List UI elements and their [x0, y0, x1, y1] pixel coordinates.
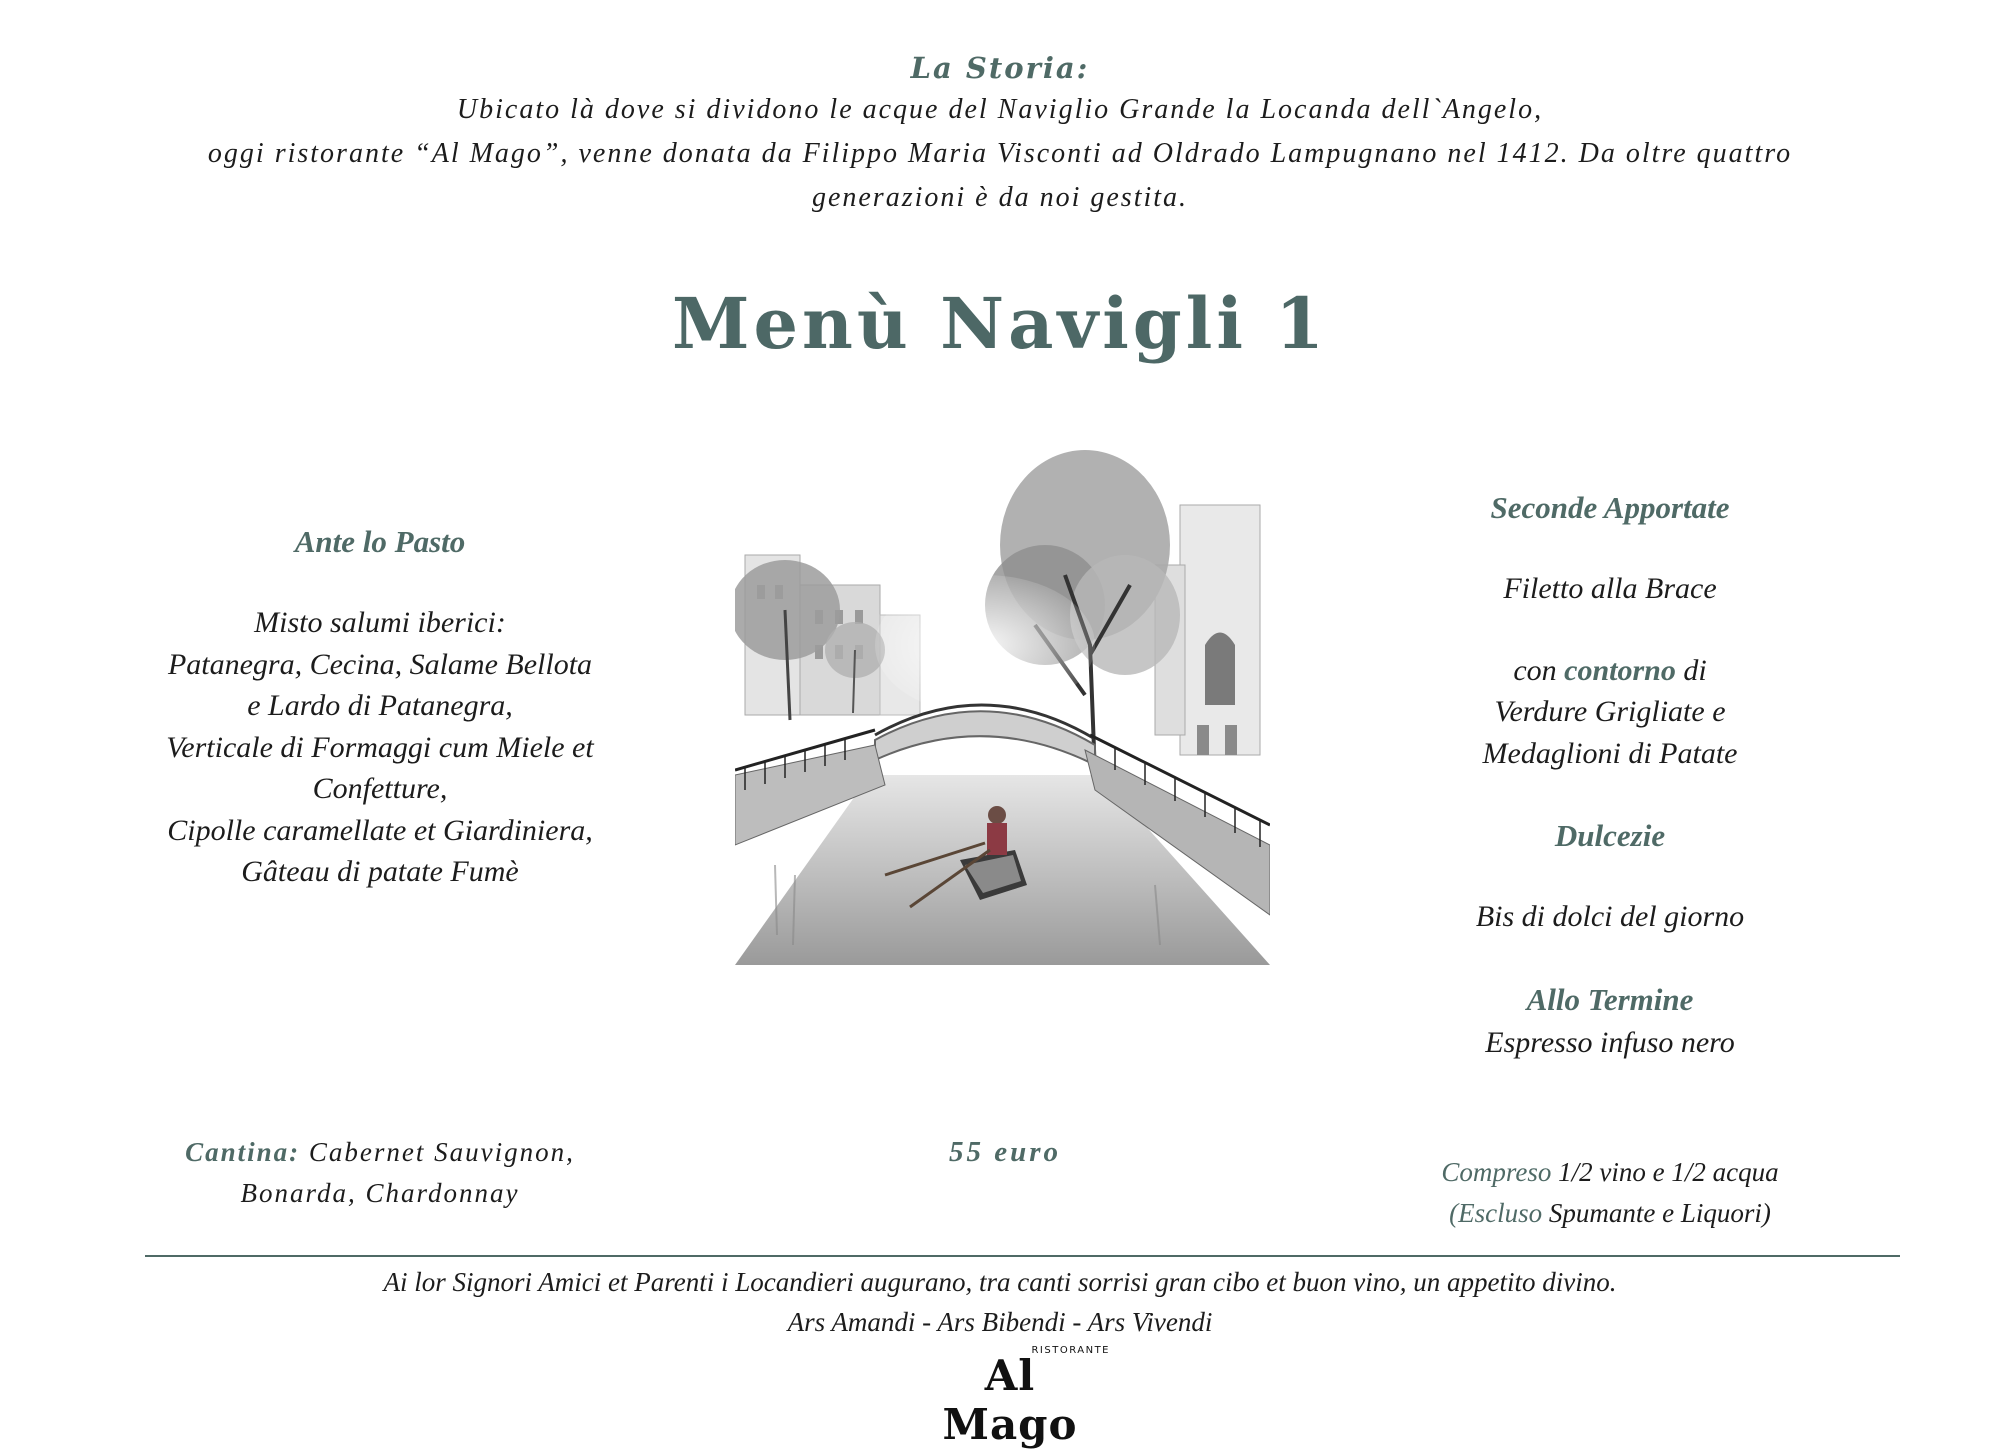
seconde-heading: Seconde Apportate	[1490, 490, 1730, 525]
al-mago-logo	[910, 1345, 1110, 1449]
compreso-info	[1390, 1152, 1830, 1234]
compreso-text: 1/2 vino e 1/2 acqua	[1551, 1157, 1779, 1187]
contorno-line	[1390, 650, 1830, 692]
divider	[145, 1255, 1900, 1257]
menu-title: Menù Navigli 1	[672, 282, 1328, 365]
cantina-text: Cabernet Sauvignon,	[300, 1137, 575, 1167]
footer-motto: Ars Amandi - Ars Bibendi - Ars Vivendi	[787, 1307, 1213, 1337]
escluso-label: Escluso	[1458, 1198, 1543, 1228]
storia-heading: La Storia:	[910, 51, 1090, 85]
compreso-line	[1390, 1152, 1830, 1193]
menu-line: Espresso infuso nero	[1485, 1025, 1735, 1059]
storia-line: oggi ristorante “Al Mago”, venne donata da Filippo Maria Visconti ad Oldrado Lampugnano nel 1412. Da oltre quattro	[207, 138, 1793, 169]
main-course-section	[1390, 486, 1830, 1063]
price: 55 euro	[948, 1136, 1062, 1168]
menu-line: Patanegra, Cecina, Salame Bellota	[167, 647, 593, 681]
termine-heading: Allo Termine	[1526, 981, 1694, 1017]
canal-boat-illustration	[735, 445, 1270, 975]
contorno-post: di	[1675, 653, 1707, 687]
menu-line: Medaglioni di Patate	[1482, 736, 1738, 770]
logo-subtitle: RISTORANTE	[1031, 1345, 1110, 1356]
antipasto-section	[110, 520, 650, 893]
cantina-label: Cantina:	[185, 1137, 301, 1167]
escluso-line	[1390, 1193, 1830, 1234]
dulcezie-heading: Dulcezie	[1554, 818, 1666, 853]
menu-line: Misto salumi iberici:	[254, 606, 506, 639]
compreso-label: Compreso	[1441, 1157, 1552, 1187]
escluso-text: Spumante e Liquori)	[1542, 1198, 1771, 1228]
menu-line: Bis di dolci del giorno	[1475, 900, 1745, 933]
escluso-open: (	[1449, 1198, 1459, 1228]
logo-wordmark: Al Mago	[942, 1351, 1078, 1449]
contorno-word: contorno	[1564, 653, 1676, 687]
menu-line: Filetto alla Brace	[1503, 572, 1717, 605]
cantina-line-1	[150, 1132, 610, 1173]
storia-section	[0, 48, 2000, 220]
cantina-info	[150, 1132, 610, 1214]
antipasto-heading: Ante lo Pasto	[294, 524, 466, 559]
menu-line: Cipolle caramellate et Giardiniera,	[167, 813, 593, 847]
menu-line: Verdure Grigliate e	[1494, 695, 1726, 728]
storia-line: Ubicato là dove si dividono le acque del Naviglio Grande la Locanda dell`Angelo,	[456, 94, 1544, 125]
cantina-line-2: Bonarda, Chardonnay	[240, 1178, 520, 1208]
menu-line: e Lardo di Patanegra,	[247, 689, 513, 722]
menu-line: Gâteau di patate Fumè	[241, 855, 519, 888]
contorno-pre: con	[1513, 653, 1565, 687]
menu-line: Verticale di Formaggi cum Miele et	[166, 730, 594, 764]
storia-line: generazioni è da noi gestita.	[811, 182, 1189, 213]
menu-line: Confetture,	[312, 772, 448, 805]
footer	[0, 1262, 2000, 1342]
footer-greeting: Ai lor Signori Amici et Parenti i Locandieri augurano, tra canti sorrisi gran cibo et buon vino, un appetito divino.	[383, 1267, 1617, 1297]
